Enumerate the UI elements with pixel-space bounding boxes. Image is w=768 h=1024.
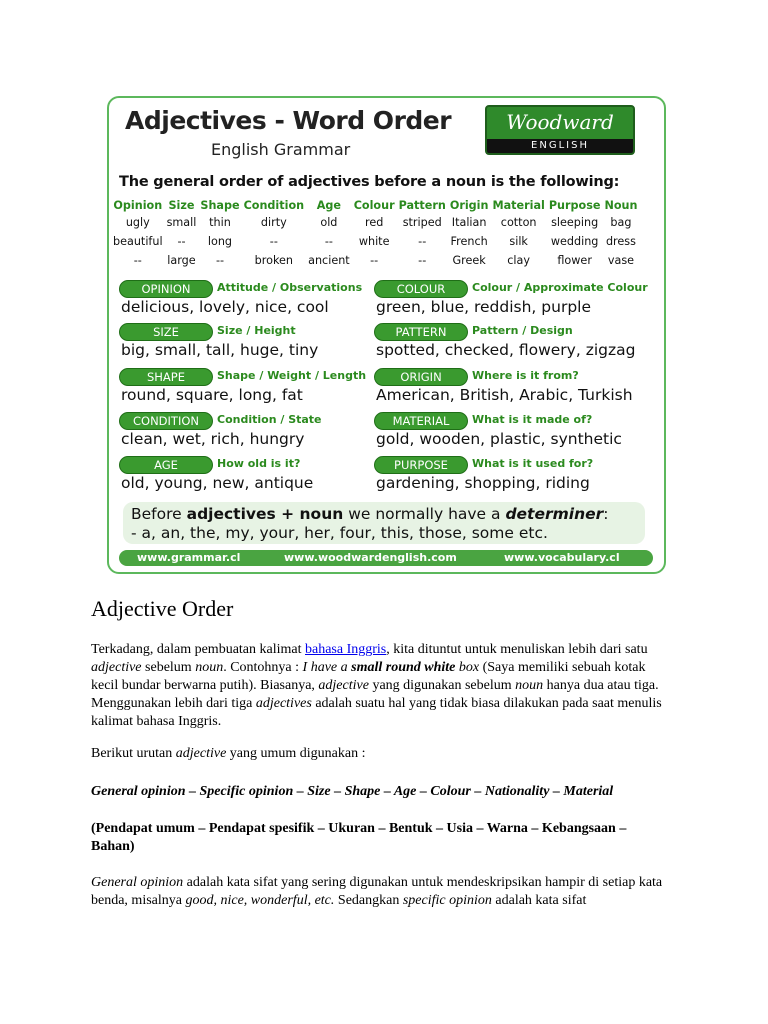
category-description: What is it used for? (472, 457, 594, 470)
table-cell: broken (254, 254, 294, 267)
text-run-italic: specific opinion (402, 893, 492, 908)
infographic-title: Adjectives - Word Order (125, 106, 452, 135)
table-cell: Greek (452, 254, 486, 267)
header-cell: Pattern (398, 199, 446, 212)
category-examples: clean, wet, rich, hungry (121, 430, 305, 448)
text-run: Berikut urutan (91, 746, 176, 761)
table-cell: cotton (500, 216, 537, 229)
category-description: Shape / Weight / Length (217, 369, 367, 382)
text-run-italic: I have a (302, 660, 352, 675)
category-pill: CONDITION (119, 412, 213, 430)
table-cell: -- (418, 235, 427, 248)
table-cell: -- (177, 235, 186, 248)
header-cell: Opinion (113, 199, 163, 212)
category-description: Pattern / Design (472, 324, 573, 337)
table-cell: small (166, 216, 197, 229)
text-run: yang umum digunakan : (226, 746, 366, 761)
adjective-order-infographic (107, 96, 666, 574)
category-description: Size / Height (217, 324, 296, 337)
category-description: What is it made of? (472, 413, 593, 426)
determiner-middle: we normally have a (343, 505, 506, 523)
category-examples: gold, wooden, plastic, synthetic (376, 430, 622, 448)
category-examples: big, small, tall, huge, tiny (121, 341, 319, 359)
table-cell: -- (370, 254, 379, 267)
text-run-italic: adjective (318, 678, 369, 693)
table-cell: -- (269, 235, 278, 248)
category-examples: American, British, Arabic, Turkish (376, 386, 633, 404)
table-cell: French (450, 235, 488, 248)
footer-link: www.grammar.cl (137, 551, 241, 564)
text-run: adalah kata sifat yang sering digunakan untuk mendeskripsikan hampir di setiap kata benda, misalnya (91, 875, 663, 908)
category-pill: PURPOSE (374, 456, 468, 474)
text-run-italic: noun (515, 678, 544, 693)
table-cell: silk (509, 235, 528, 248)
category-examples: delicious, lovely, nice, cool (121, 298, 329, 316)
category-pill: OPINION (119, 280, 213, 298)
text-run: (Saya memiliki sebuah kotak kecil bundar berwarna putih). Biasanya, (91, 660, 646, 693)
text-run: adalah kata sifat (491, 893, 587, 908)
table-cell: thin (209, 216, 231, 229)
text-run-bold-italic: small round white (351, 660, 456, 675)
table-cell: red (364, 216, 384, 229)
category-examples: round, square, long, fat (121, 386, 303, 404)
table-header-row (111, 198, 639, 213)
table-cell: beautiful (113, 235, 163, 248)
table-cell: ugly (125, 216, 150, 229)
category-pill: COLOUR (374, 280, 468, 298)
table-cell: bag (610, 216, 632, 229)
category-description: How old is it? (217, 457, 301, 470)
logo-main-text: Woodward (506, 110, 614, 134)
category-examples: old, young, new, antique (121, 474, 314, 492)
table-cell: wedding (550, 235, 599, 248)
table-cell: white (358, 235, 390, 248)
determiner-prefix: Before (131, 505, 187, 523)
category-pill: AGE (119, 456, 213, 474)
determiner-bold: adjectives + noun (186, 505, 344, 523)
category-pill: SIZE (119, 323, 213, 341)
article-paragraph-list-intro (91, 745, 671, 763)
category-pill: ORIGIN (374, 368, 468, 386)
determiner-sentence (131, 505, 609, 523)
table-row (111, 251, 639, 270)
table-cell: -- (418, 254, 427, 267)
header-cell: Origin (449, 199, 489, 212)
table-cell: dress (605, 235, 636, 248)
header-cell: Colour (353, 199, 395, 212)
article-title: Adjective Order (91, 596, 234, 621)
table-cell: dirty (260, 216, 287, 229)
article-paragraph-intro (91, 641, 671, 731)
category-pill: MATERIAL (374, 412, 468, 430)
bahasa-inggris-link[interactable]: bahasa Inggris (305, 642, 387, 657)
table-cell: -- (324, 235, 333, 248)
article-paragraph-general-opinion (91, 874, 671, 910)
determiner-italic: determiner (505, 505, 604, 523)
intro-sentence: The general order of adjectives before a noun is the following: (119, 174, 620, 190)
category-description: Condition / State (217, 413, 322, 426)
text-run: yang digunakan sebelum (368, 678, 516, 693)
header-cell: Noun (604, 199, 638, 212)
table-cell: ancient (308, 254, 350, 267)
order-english-text: General opinion – Specific opinion – Size – Shape – Age – Colour – Nationality – Material (91, 784, 614, 799)
text-run: adalah suatu hal yang tidak biasa dilakukan pada saat menulis kalimat bahasa Inggris. (91, 696, 662, 729)
text-run-italic: good, nice, wonderful, etc. (185, 893, 335, 908)
header-cell: Purpose (548, 199, 601, 212)
text-run: , kita dituntut untuk menuliskan lebih dari satu (386, 642, 648, 657)
table-cell: sleeping (551, 216, 599, 229)
text-run-italic: adjective (91, 660, 142, 675)
table-cell: long (207, 235, 233, 248)
text-run-italic: box (455, 660, 480, 675)
category-description: Attitude / Observations (217, 281, 363, 294)
text-run: . Contohnya : (223, 660, 303, 675)
text-run: Sedangkan (334, 893, 403, 908)
table-cell: flower (557, 254, 592, 267)
infographic-subtitle: English Grammar (211, 140, 351, 159)
determiner-note (123, 502, 645, 544)
table-cell: striped (402, 216, 442, 229)
header-cell: Material (492, 199, 545, 212)
text-run: sebelum (141, 660, 196, 675)
woodward-logo (485, 105, 635, 155)
text-run-italic: adjectives (255, 696, 312, 711)
category-pill: SHAPE (119, 368, 213, 386)
category-description: Where is it from? (472, 369, 579, 382)
article-order-english (91, 783, 671, 801)
table-cell: clay (507, 254, 531, 267)
table-row (111, 213, 639, 232)
determiner-examples: - a, an, the, my, your, her, four, this, those, some etc. (131, 524, 548, 542)
category-examples: gardening, shopping, riding (376, 474, 590, 492)
category-pill: PATTERN (374, 323, 468, 341)
logo-sub-text: ENGLISH (487, 139, 633, 153)
footer-link: www.woodwardenglish.com (284, 551, 457, 564)
header-cell: Size (168, 199, 195, 212)
text-run-italic: General opinion (91, 875, 184, 890)
footer-link: www.vocabulary.cl (504, 551, 620, 564)
footer-links-bar (119, 550, 653, 566)
header-cell: Shape (200, 199, 240, 212)
header-cell: Age (316, 199, 342, 212)
table-cell: Italian (451, 216, 487, 229)
article-order-indonesian (91, 820, 671, 856)
table-cell: vase (607, 254, 635, 267)
table-cell: large (167, 254, 196, 267)
text-run: Terkadang, dalam pembuatan kalimat (91, 642, 305, 657)
text-run-italic: noun (195, 660, 224, 675)
table-cell: old (320, 216, 338, 229)
table-cell: -- (215, 254, 225, 267)
adjective-order-table (111, 198, 639, 270)
table-row (111, 232, 639, 251)
category-description: Colour / Approximate Colour (472, 281, 648, 294)
order-indonesian-text: (Pendapat umum – Pendapat spesifik – Ukuran – Bentuk – Usia – Warna – Kebangsaan – Bahan) (91, 821, 627, 854)
category-examples: green, blue, reddish, purple (376, 298, 592, 316)
determiner-suffix: : (603, 505, 609, 523)
table-cell: -- (133, 254, 142, 267)
text-run-italic: adjective (175, 746, 227, 761)
category-examples: spotted, checked, flowery, zigzag (376, 341, 636, 359)
text-run: hanya dua atau tiga. Menggunakan lebih dari tiga (91, 678, 659, 711)
header-cell: Condition (243, 199, 305, 212)
